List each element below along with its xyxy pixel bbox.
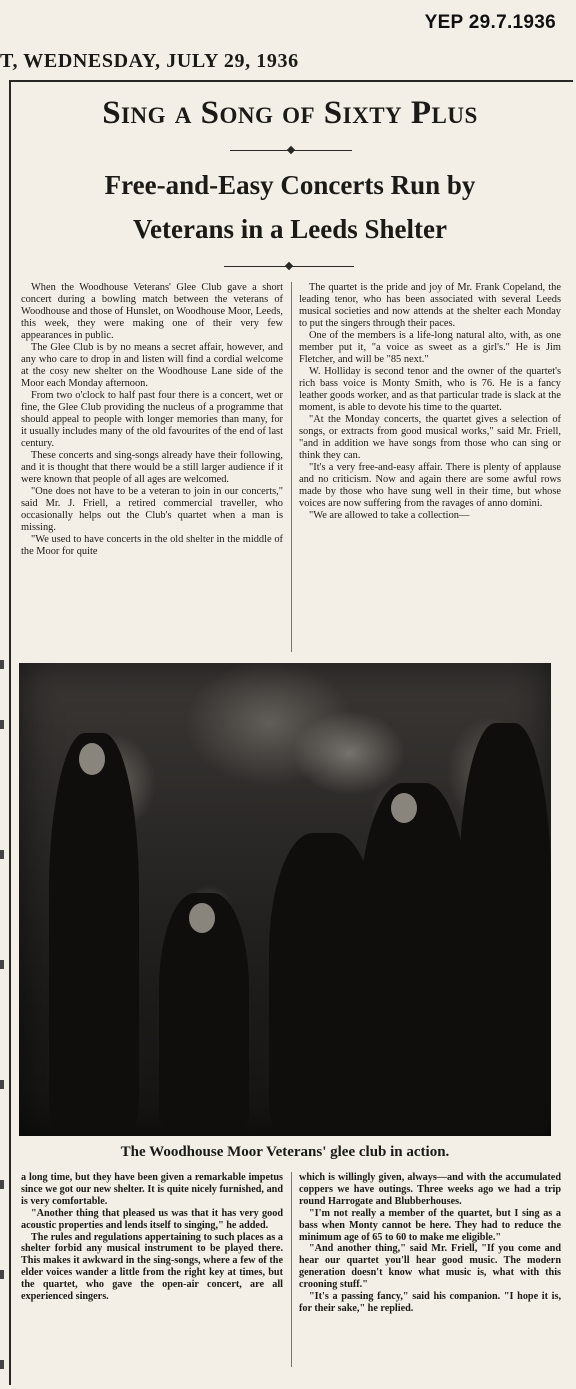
subhead-line-2: Veterans in a Leeds Shelter: [133, 214, 447, 244]
paragraph: One of the members is a life-long natural alto, with, as one member put it, "a voice as sweet as a girl's." He is Jim Fletcher, and will be "85 next.": [299, 330, 561, 365]
margin-marks: [0, 660, 6, 1380]
paragraph: "And another thing," said Mr. Friell, "If you come and hear our quartet you'll hear good music. The modern generation doesn't know what music is, what with this crooning stuff.": [299, 1243, 561, 1291]
subhead-line-1: Free-and-Easy Concerts Run by: [104, 170, 476, 200]
paragraph: a long time, but they have been given a remarkable impetus since we got our new shelter. It is quite nicely furnished, and is very comfortable.: [21, 1172, 283, 1207]
paragraph: "We are allowed to take a collection—: [309, 510, 470, 521]
paragraph: "At the Monday concerts, the quartet gives a selection of songs, or extracts from good musical works," said Mr. Friell, "and in addition we have songs from those who can sing or think they can.: [299, 414, 561, 461]
paragraph: The Glee Club is by no means a secret affair, however, and any who care to drop in and listen will find a cordial welcome at the cosy new shelter on the Woodhouse Lane side of the Moor each Monday afternoon.: [21, 342, 283, 389]
paragraph: The rules and regulations appertaining to such places as a shelter forbid any musical instrument to be played there. This makes it awkward in the sing-songs, where a few of the elder voices wander a little from the right key at times, but the quartet, who gave the open-air concert, are all experienced singers.: [21, 1231, 283, 1303]
photo-caption: The Woodhouse Moor Veterans' glee club in action.: [120, 1144, 450, 1160]
paragraph: "It's a passing fancy," said his companion. "I hope it is, for their sake," he replied.: [299, 1291, 561, 1314]
headline: Sing a Song of Sixty Plus: [102, 95, 478, 131]
upper-left-column: [21, 282, 283, 657]
paragraph: "Another thing that pleased us was that it has very good acoustic properties and lends itself to singing," he added.: [21, 1207, 283, 1231]
paragraph: The quartet is the pride and joy of Mr. Frank Copeland, the leading tenor, who has been associated with several Leeds musical societies and now attends at the shelter each Monday to put the singers through their paces.: [299, 282, 561, 329]
glee-club-photo: [19, 663, 551, 1136]
dateline: T, WEDNESDAY, JULY 29, 1936: [0, 50, 299, 72]
paragraph: From two o'clock to half past four there is a concert, wet or fine, the Glee Club providing the nucleus of a programme that should appeal to people with longer memories than many, for it usually includes many of the old favourites of the end of last century.: [21, 390, 283, 449]
paragraph: W. Holliday is second tenor and the owner of the quartet's rich bass voice is Monty Smith, who is 76. He is a fancy leather goods worker, and as that particular trade is slack at the moment, is able to devote his time to the quartet.: [299, 366, 561, 413]
paragraph: These concerts and sing-songs already have their following, and it is thought that there would be a still larger audience if it were known that people of all ages are welcomed.: [21, 450, 283, 485]
upper-right-column: [299, 282, 561, 657]
paragraph: "One does not have to be a veteran to join in our concerts," said Mr. J. Friell, a retired commercial traveller, who occasionally helps out the Club's quartet when a man is missing.: [21, 486, 283, 533]
reference-tag: YEP 29.7.1936: [424, 12, 556, 33]
paragraph: "I'm not really a member of the quartet, but I sing as a bass when Monty cannot be here. They had to reduce the minimum age of 65 to 60 to make me eligible.": [299, 1207, 561, 1243]
lower-left-column: [21, 1172, 283, 1372]
paragraph: which is willingly given, always—and with the accumulated coppers we have outings. Three weeks ago we had a trip round Harrogate and Blubberhouses.: [299, 1172, 561, 1207]
column-divider: [291, 1172, 292, 1367]
paragraph: When the Woodhouse Veterans' Glee Club gave a short concert during a bowling match between the veterans of Woodhouse and those of Hunslet, on Woodhouse Moor, Leeds, this week, they were making one of their very few appearances in public.: [21, 282, 283, 341]
lower-right-column: [299, 1172, 561, 1372]
paragraph: "We used to have concerts in the old shelter in the middle of the Moor for quite: [21, 534, 283, 557]
column-divider: [291, 282, 292, 652]
paragraph: "It's a very free-and-easy affair. There is plenty of applause and no criticism. Now and again there are some awful rows made by those who have sung well in their time, but whose voices are now suffering from the ravages of anno domini.: [299, 462, 561, 509]
